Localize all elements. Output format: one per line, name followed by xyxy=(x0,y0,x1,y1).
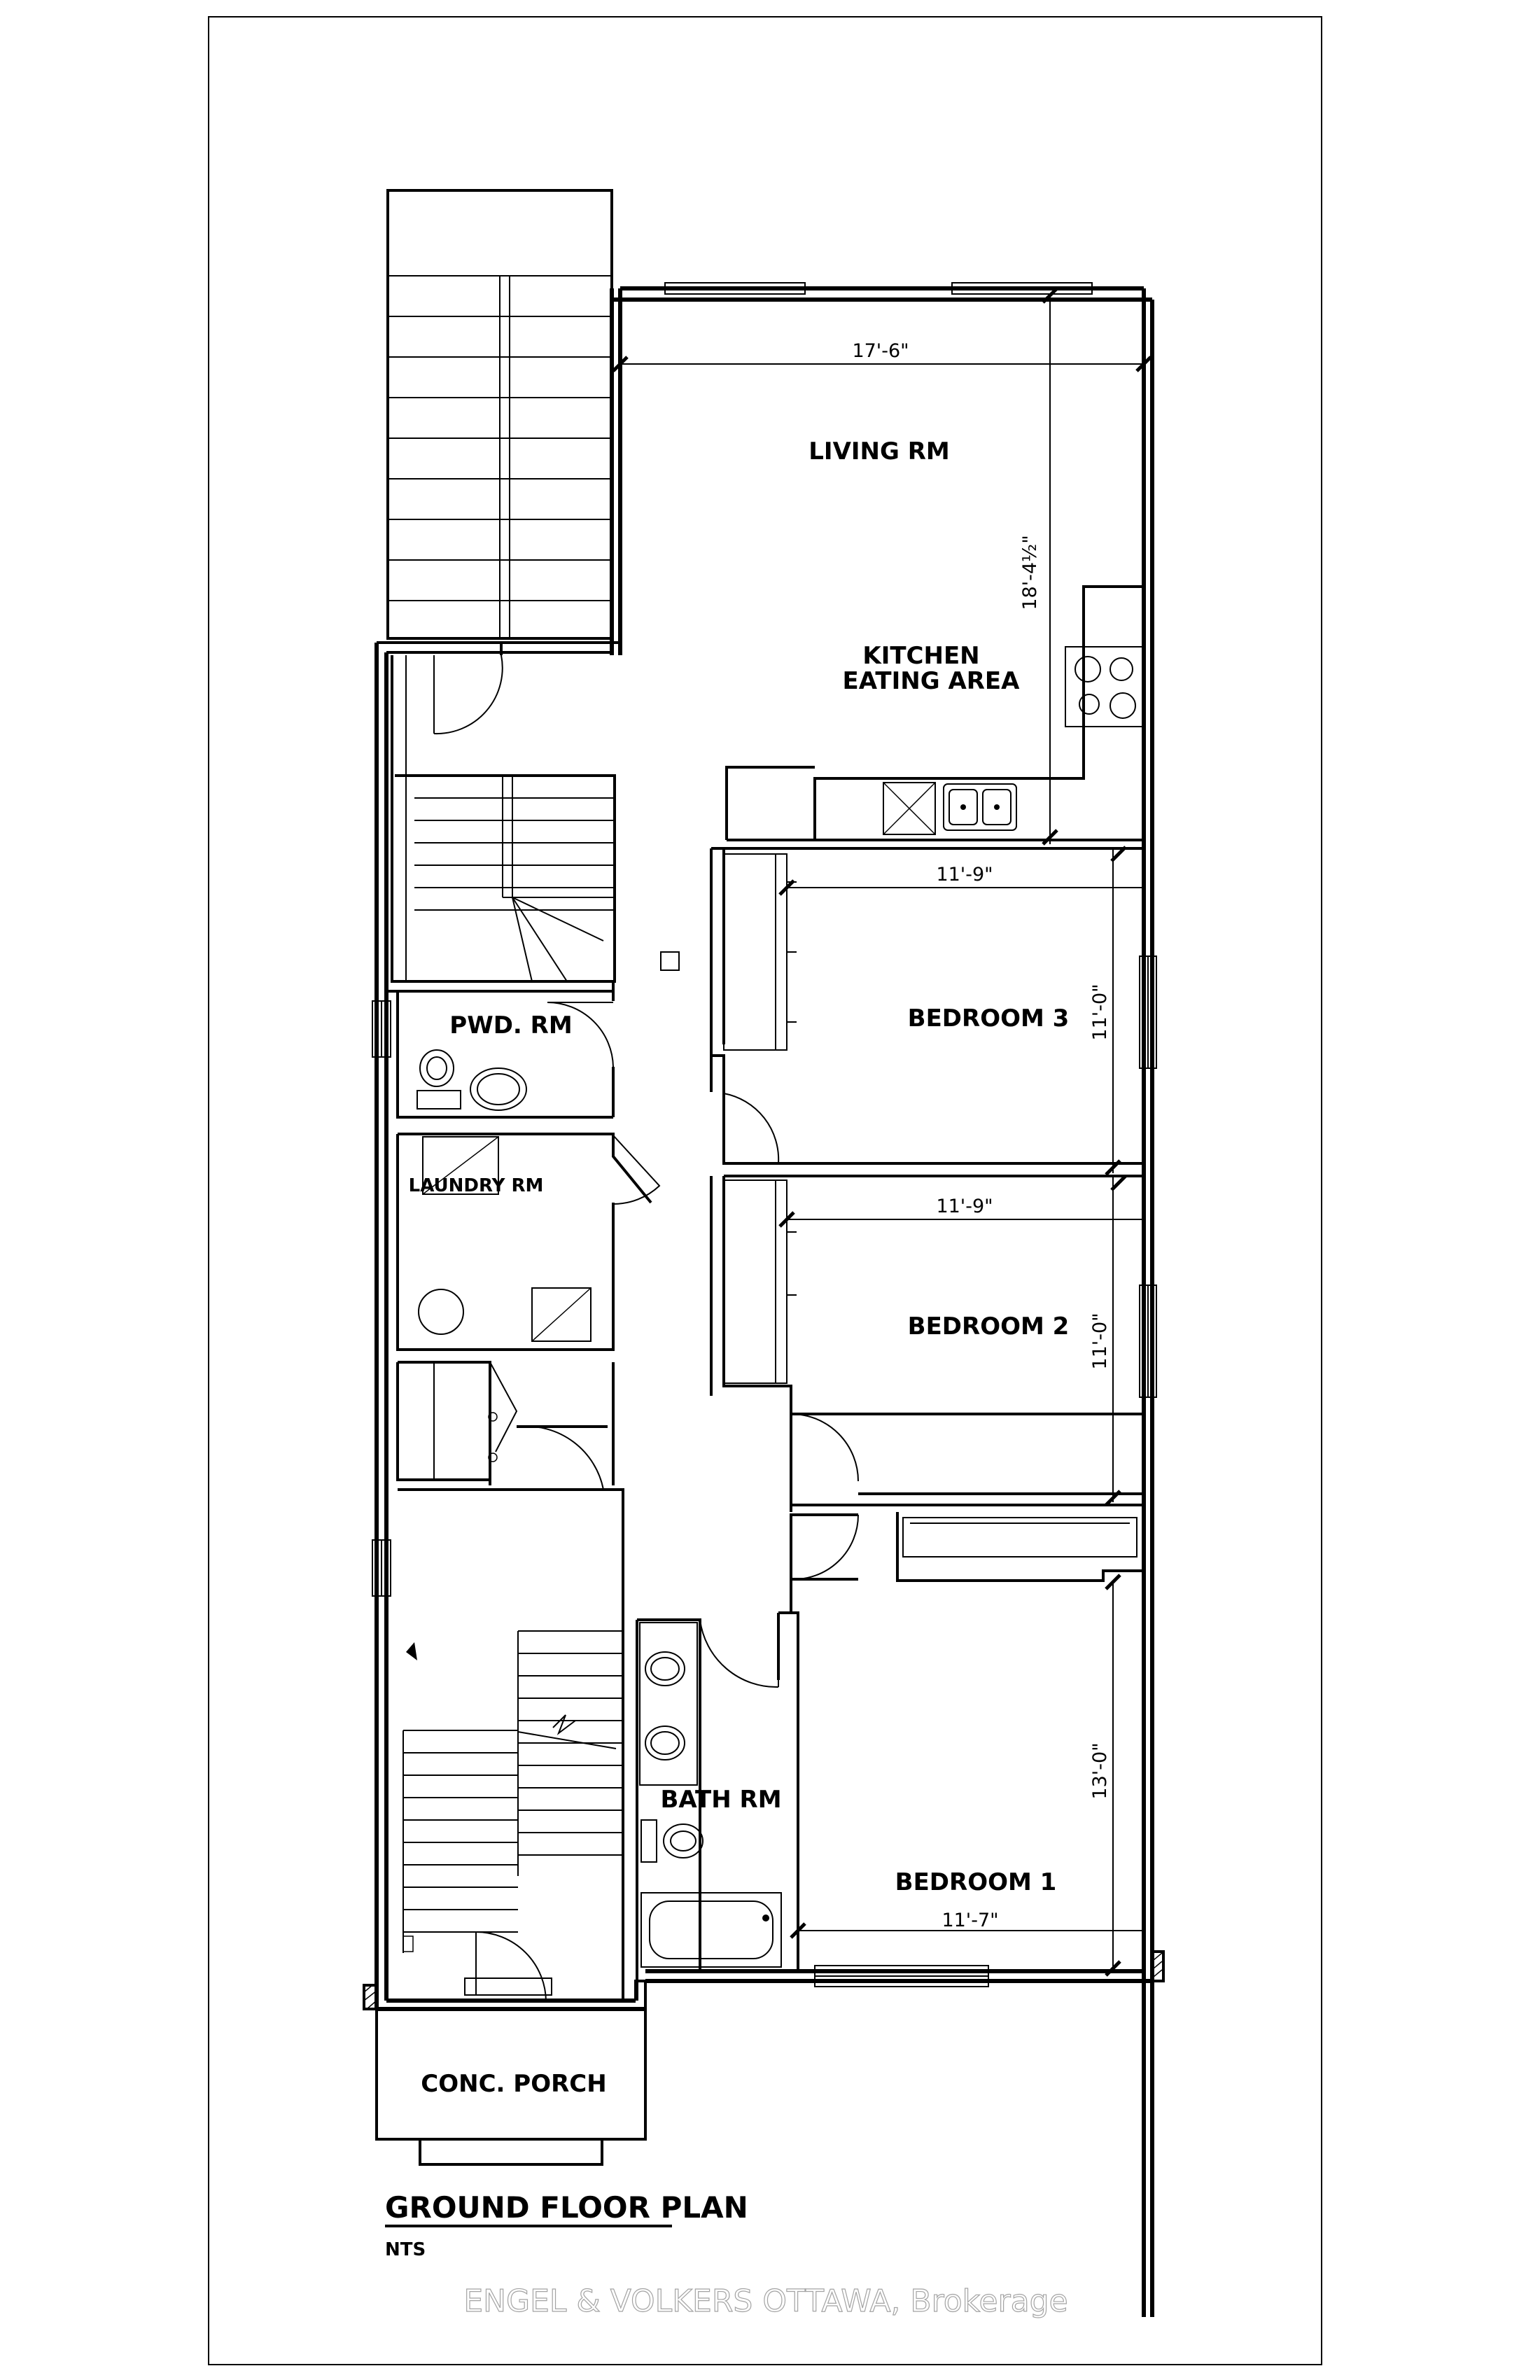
bedroom1-depth-dimension: 13'-0" xyxy=(1089,1742,1111,1800)
powder-room-label: PWD. RM xyxy=(449,1011,573,1040)
living-width-dimension: 17'-6" xyxy=(852,340,909,362)
bedroom-2-walls xyxy=(711,1176,1144,1581)
bedroom1-width-dimension: 11'-7" xyxy=(941,1910,999,1931)
exterior-walls xyxy=(364,288,1163,2317)
floor-register xyxy=(661,952,679,970)
bedroom2-width-dimension: 11'-9" xyxy=(936,1196,993,1217)
interior-stair-upper xyxy=(392,643,615,981)
entry-closet-and-stair xyxy=(398,1362,623,2002)
living-depth-dimension: 18'-4½" xyxy=(1019,535,1041,610)
bath-room-label: BATH RM xyxy=(660,1786,782,1814)
bedroom2-label: BEDROOM 2 xyxy=(907,1312,1070,1340)
bedroom-1-and-bath-walls xyxy=(637,1515,858,2001)
kitchen-cabinets xyxy=(727,587,1144,840)
plan-title: GROUND FLOOR PLAN xyxy=(385,2190,748,2225)
powder-room xyxy=(386,991,613,1117)
dimension-lines xyxy=(613,288,1151,1975)
exterior-stair-top xyxy=(388,190,612,638)
porch-label: CONC. PORCH xyxy=(421,2070,607,2098)
bedroom2-depth-dimension: 11'-0" xyxy=(1089,1312,1111,1370)
laundry-room xyxy=(398,1134,659,1350)
bedroom1-label: BEDROOM 1 xyxy=(895,1868,1057,1896)
laundry-room-label: LAUNDRY RM xyxy=(408,1175,544,1196)
scale-note: NTS xyxy=(385,2239,426,2260)
bedroom3-width-dimension: 11'-9" xyxy=(936,864,993,886)
bedroom3-depth-dimension: 11'-0" xyxy=(1089,983,1111,1041)
watermark-text: ENGEL & VOLKERS OTTAWA, Brokerage xyxy=(463,2283,1068,2319)
living-room-label: LIVING RM xyxy=(808,438,950,465)
bedroom3-label: BEDROOM 3 xyxy=(907,1004,1070,1032)
eating-area-label: EATING AREA xyxy=(842,667,1020,695)
kitchen-label: KITCHEN xyxy=(862,642,980,670)
